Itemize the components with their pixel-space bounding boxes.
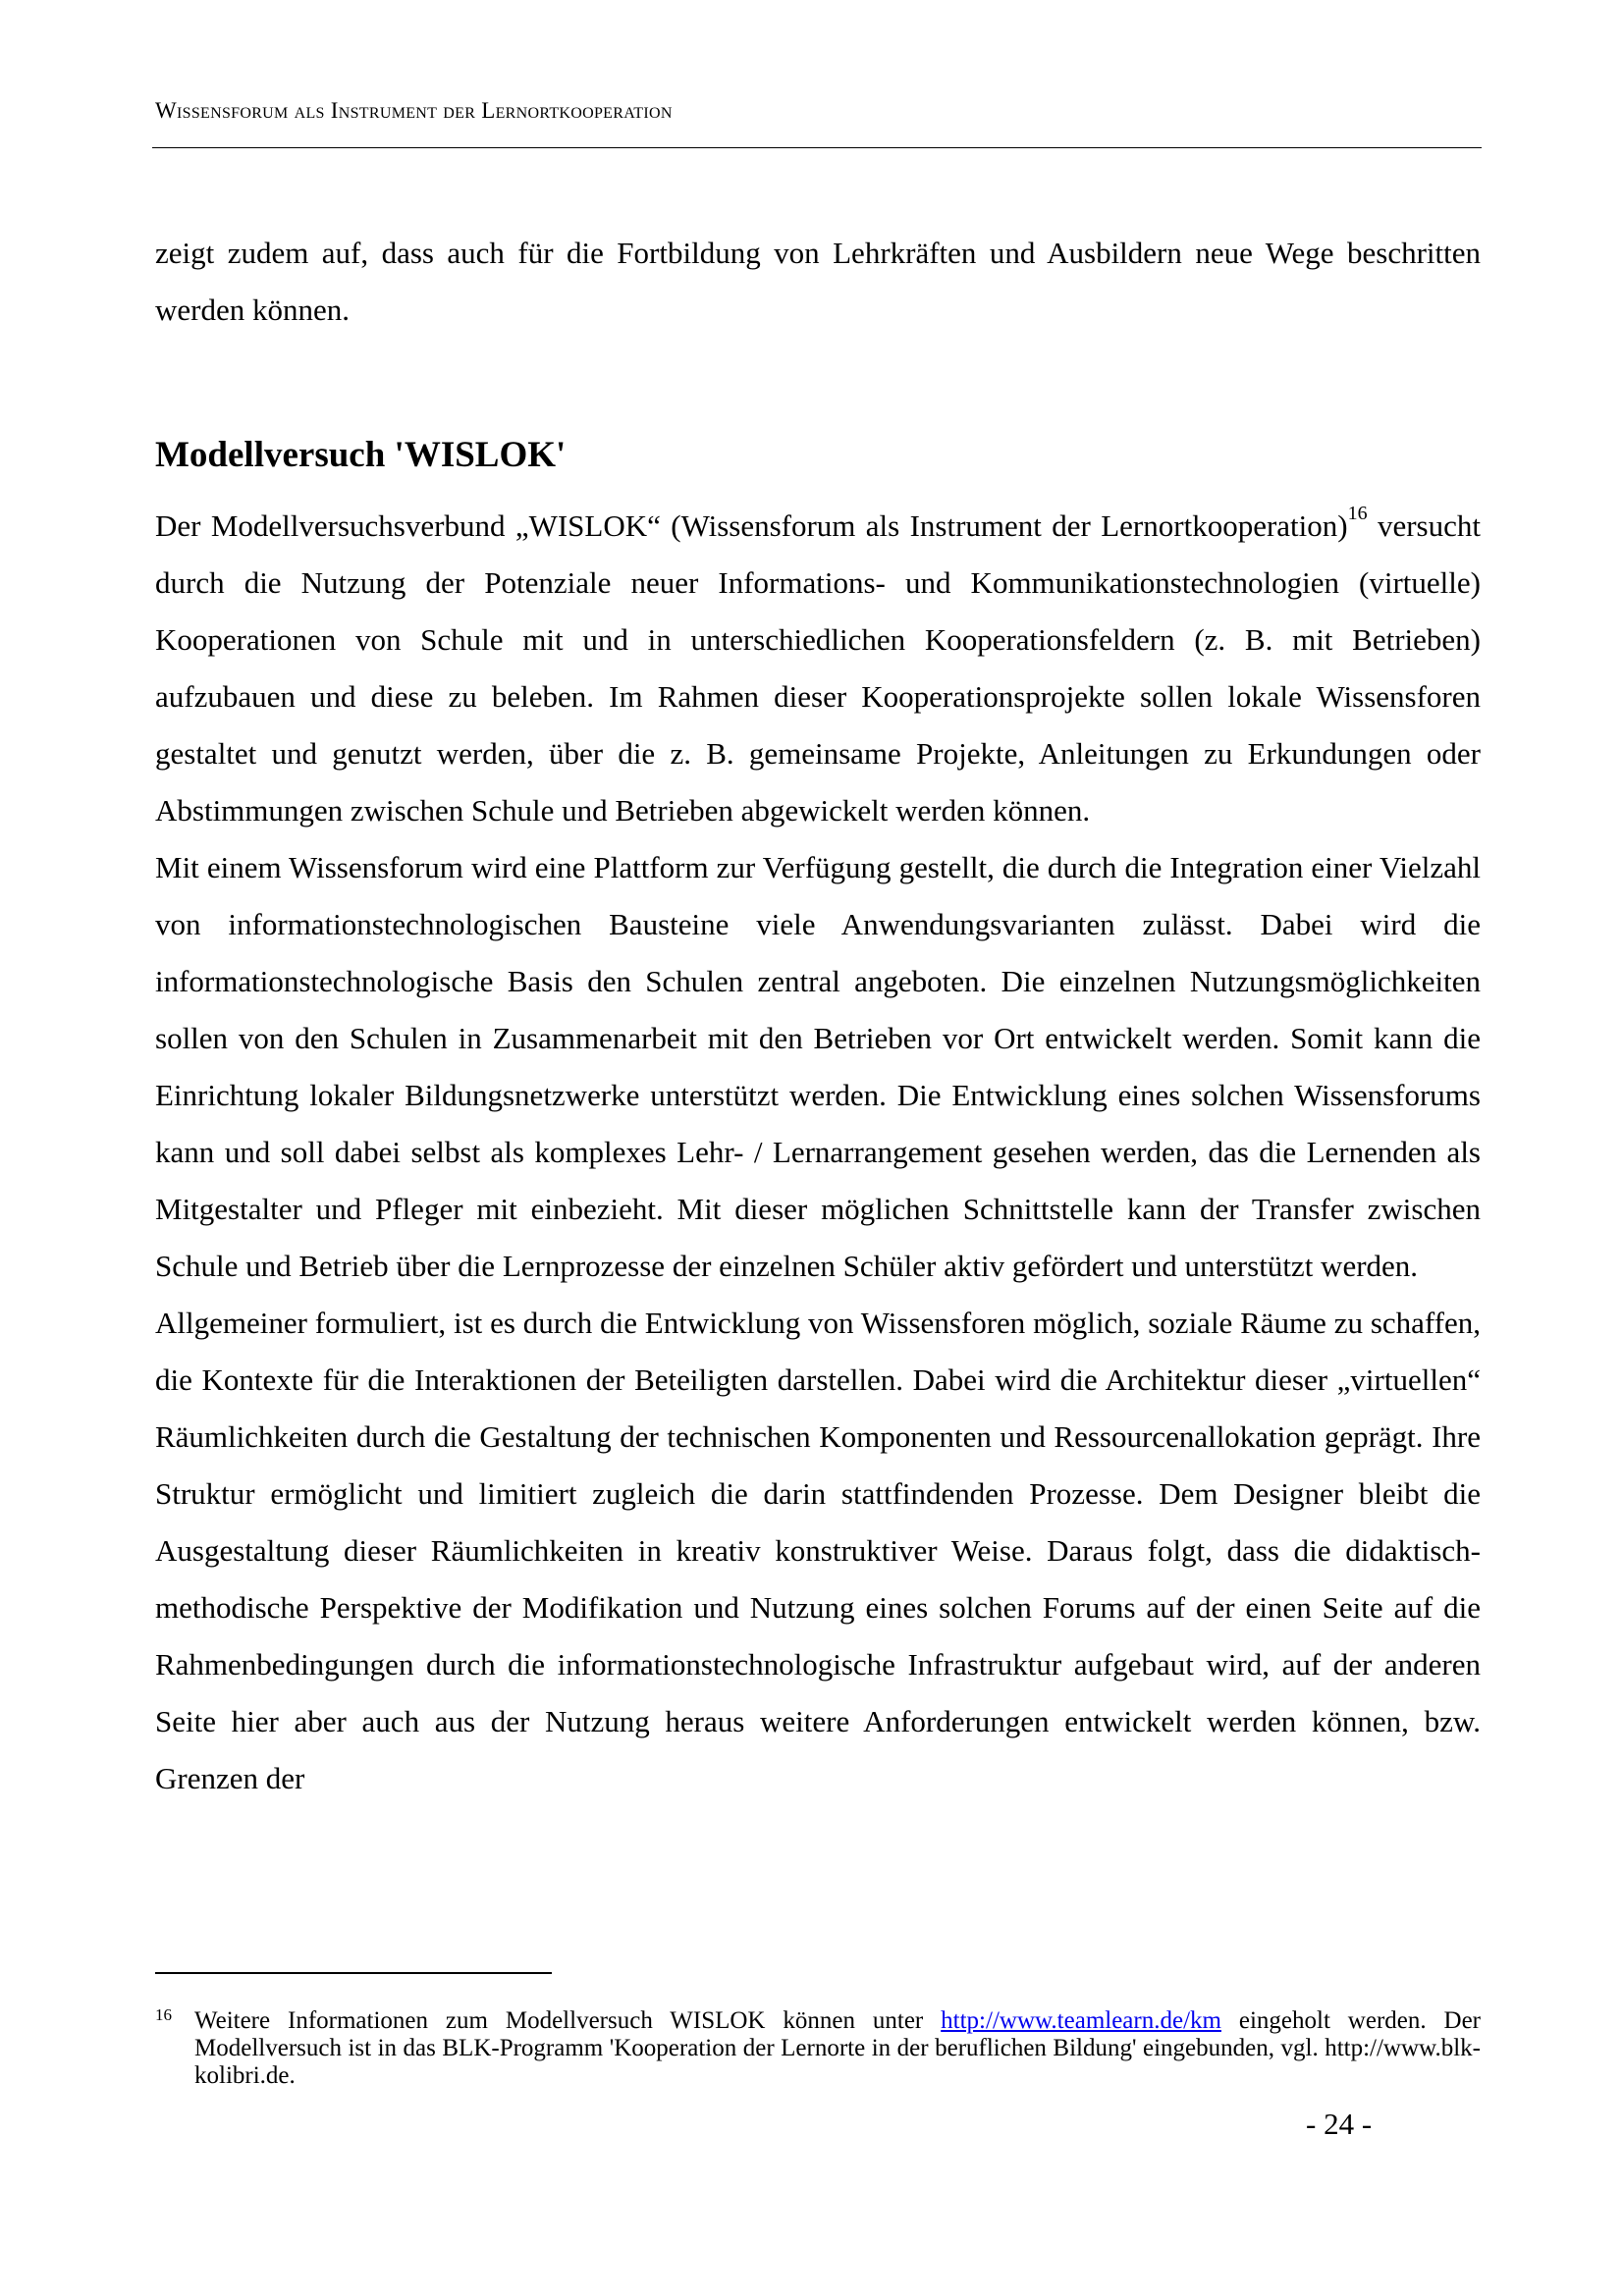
paragraph-2: Mit einem Wissensforum wird eine Plattform zur Verfügung gestellt, die durch die Integration einer Vielzahl von informationstechnologischen Bausteine viele Anwendungsvarianten zulässt. Dabei wird die informationstechnologische Basis den Schulen zentral angeboten. Die einzelnen Nutzungsmöglichkeiten sollen von den Schulen in Zusammenarbeit mit den Betrieben vor Ort entwickelt werden. Somit kann die Einrichtung lokaler Bildungsnetzwerke unterstützt werden. Die Entwicklung eines solchen Wissensforums kann und soll dabei selbst als komplexes Lehr- / Lernarrangement gesehen werden, das die Lernenden als Mitgestalter und Pfleger mit einbezieht. Mit dieser möglichen Schnittstelle kann der Transfer zwischen Schule und Betrieb über die Lernprozesse der einzelnen Schüler aktiv gefördert und unterstützt werden.: [155, 850, 1481, 1283]
paragraph-1-lead: Der Modellversuchsverbund „WISLOK“ (Wissensforum als Instrument der Lernortkooperation): [155, 508, 1348, 543]
section-heading: Modellversuch 'WISLOK': [155, 435, 567, 475]
running-header: Wissensforum als Instrument der Lernortkooperation: [155, 98, 673, 123]
footnote-text-rest: eingeholt werden. Der Modellversuch ist in das BLK-Programm 'Kooperation der Lernorte in der beruflichen Bildung' eingebunden, vgl. http://www.blk-kolibri.de.: [194, 2007, 1482, 2089]
footnote-separator: [155, 1972, 552, 1974]
paragraph-3: Allgemeiner formuliert, ist es durch die Entwicklung von Wissensforen möglich, soziale Räume zu schaffen, die Kontexte für die Interaktionen der Beteiligten darstellen. Dabei wird die Architektur dieser „virtuellen“ Räumlichkeiten durch die Gestaltung der technischen Komponenten und Ressourcenallokation geprägt. Ihre Struktur ermöglicht und limitiert zugleich die darin stattfindenden Prozesse. Dem Designer bleibt die Ausgestaltung dieser Räumlichkeiten in kreativ konstruktiver Weise. Daraus folgt, dass die didaktisch-methodische Perspektive der Modifikation und Nutzung eines solchen Forums auf der einen Seite auf die Rahmenbedingungen durch die informationstechnologische Infrastruktur aufgebaut wird, auf der anderen Seite hier aber auch aus der Nutzung heraus weitere Anforderungen entwickelt werden können, bzw. Grenzen der: [155, 1306, 1481, 1795]
page-number: - 24 -: [1306, 2107, 1373, 2141]
paragraph-1: [155, 498, 1481, 839]
footnote-text-lead: Weitere Informationen zum Modellversuch WISLOK können unter: [194, 2007, 942, 2034]
section-body: [155, 498, 1481, 1807]
paragraph-1-rest: versucht durch die Nutzung der Potenziale neuer Informations- und Kommunikationstechnologien (virtuelle) Kooperationen von Schule mit und in unterschiedlichen Kooperationsfeldern (z. B. mit Betrieben) aufzubauen und diese zu beleben. Im Rahmen dieser Kooperationsprojekte sollen lokale Wissensforen gestaltet und genutzt werden, über die z. B. gemeinsame Projekte, Anleitungen zu Erkundungen oder Abstimmungen zwischen Schule und Betrieben abgewickelt werden können.: [155, 508, 1481, 828]
footnote-link[interactable]: http://www.teamlearn.de/km: [941, 2007, 1221, 2034]
footnote: [155, 2007, 1481, 2090]
footnote-body: [194, 2007, 1481, 2090]
header-divider: [152, 147, 1482, 148]
intro-paragraph: [155, 225, 1481, 339]
intro-paragraph-text: zeigt zudem auf, dass auch für die Fortbildung von Lehrkräften und Ausbildern neue Wege beschritten werden können.: [155, 236, 1481, 327]
footnote-reference[interactable]: 16: [1347, 502, 1368, 524]
footnote-number: 16: [155, 2005, 172, 2024]
